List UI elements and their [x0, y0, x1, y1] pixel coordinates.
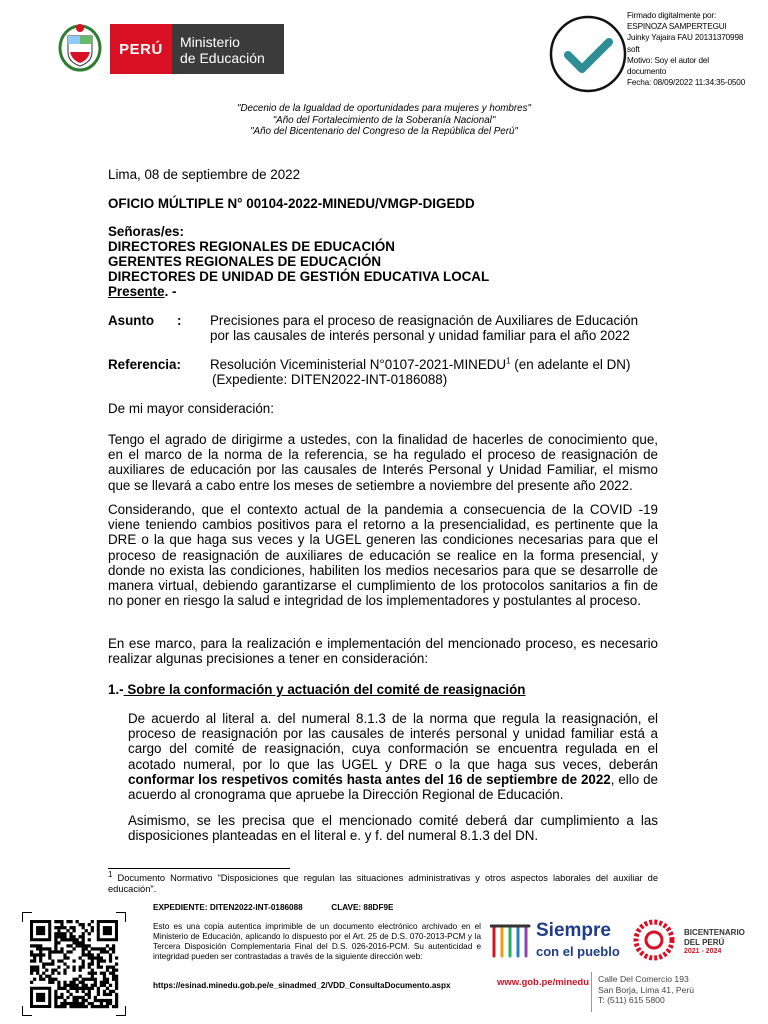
salutation: Señoras/es: — [108, 224, 184, 239]
referencia-label: Referencia: — [108, 357, 181, 372]
ministry-line1: Ministerio — [180, 34, 240, 50]
footer-divider — [591, 972, 592, 1012]
peru-text: PERÚ — [119, 40, 163, 58]
bicentenario-line2: DEL PERÚ — [684, 938, 725, 947]
paragraph-3: En ese marco, para la realización e implementación del mencionado proceso, es necesario realizar algunas precisiones a tener en consideración: — [108, 636, 658, 667]
decenio-line3: "Año del Bicentenario del Congreso de la República del Perú" — [250, 126, 518, 137]
asunto-label: Asunto — [108, 313, 155, 328]
siempre-figures-icon — [490, 920, 534, 960]
peru-coat-of-arms-icon — [58, 22, 102, 72]
peru-logo-label — [110, 24, 172, 74]
ministry-address — [598, 974, 694, 1006]
signature-line7: Fecha: 08/09/2022 11:34:35-0500 — [627, 78, 746, 88]
addressee-3: DIRECTORES DE UNIDAD DE GESTIÓN EDUCATIVA LOCAL — [108, 269, 490, 284]
address-line2: San Borja, Lima 41, Perú — [598, 984, 695, 995]
decenio-header — [0, 103, 768, 138]
footer-clave: CLAVE: 88DF9E — [331, 903, 394, 912]
siempre-line1: Siempre — [536, 920, 611, 941]
digital-signature-check-icon — [548, 14, 628, 94]
digital-signature-block — [627, 10, 767, 88]
asunto-line-2: por las causales de interés personal y unidad familiar para el año 2022 — [210, 328, 630, 343]
asunto-line-1: Precisiones para el proceso de reasignación de Auxiliares de Educación — [210, 313, 639, 328]
footnote-text: Documento Normativo "Disposiciones que regulan las situaciones administrativas y otros aspectos laborales del auxiliar de educación". — [108, 873, 658, 895]
gob-pe-url[interactable]: www.gob.pe/minedu — [497, 977, 590, 988]
decenio-line1: "Decenio de la Igualdad de oportunidades para mujeres y hombres" — [237, 103, 531, 114]
bicentenario-line1: BICENTENARIO — [684, 928, 745, 937]
decenio-line2: "Año del Fortalecimiento de la Soberanía Nacional" — [272, 114, 496, 126]
signature-line4: soft — [627, 44, 640, 54]
footer-expediente: EXPEDIENTE: DITEN2022-INT-0186088 — [153, 903, 303, 912]
addressee-1: DIRECTORES REGIONALES DE EDUCACIÓN — [108, 239, 395, 254]
signature-line5: Motivo: Soy el autor del — [627, 55, 709, 65]
footnote — [108, 869, 658, 895]
qr-code-icon — [22, 912, 126, 1016]
footer-legal-text: Esto es una copia autentica imprimible de un documento electrónico archivado en el Ministerio de Educación, aplicando lo dispuesto por el Art. 25 de D.S. 070-2013-PCM y la Tercera Disposición Complementaria Final del D.S. 026-2016-PCM. Su autenticidad e integridad pueden ser contrastadas a través de la siguiente dirección web: — [153, 922, 481, 962]
presente-suffix: . - — [164, 284, 177, 299]
footer-verification-url[interactable]: https://esinad.minedu.gob.pe/e_sinadmed_2/VDD_ConsultaDocumento.aspx — [153, 981, 451, 990]
signature-line2: ESPINOZA SAMPERTEGUI — [627, 22, 727, 32]
oficio-number: OFICIO MÚLTIPLE N° 00104-2022-MINEDU/VMGP-DIGEDD — [108, 196, 475, 211]
paragraph-4-start: De acuerdo al literal a. del numeral 8.1.3 de la norma que regula la reasignación, el proceso de reasignación por las causales de interés personal y unidad familiar está a cargo del comité de reasignación, cuya conformación se encuentra regulada en el acotado numeral, por lo que las UGEL y DRE o la que haga sus veces, deberán — [128, 711, 658, 772]
paragraph-4 — [128, 711, 658, 802]
paragraph-4-end: , ello de acuerdo al cronograma que apruebe la Dirección Regional de Educación. — [128, 771, 658, 803]
footnote-divider — [108, 868, 290, 869]
section-1-title: Sobre la conformación y actuación del comité de reasignación — [123, 682, 526, 697]
referencia-text: Resolución Viceministerial N°0107-2021-MINEDU — [210, 357, 507, 372]
place-date: Lima, 08 de septiembre de 2022 — [108, 167, 301, 182]
siempre-con-el-pueblo-logo — [490, 918, 620, 966]
paragraph-1: Tengo el agrado de dirigirme a ustedes, con la finalidad de hacerles de conocimiento que, en el marco de la norma de la referencia, se ha regulado el proceso de reasignación de auxiliares de educación por las causales de Interés Personal y Unidad Familiar, el mismo que se llevará a cabo entre los meses de setiembre a noviembre del presente año 2022. — [108, 432, 658, 493]
signature-line3: Juinky Yajaira FAU 20131370998 — [627, 33, 744, 43]
footnote-ref: 1 — [506, 356, 511, 366]
signature-line6: documento — [627, 67, 667, 77]
address-line3: T: (511) 615 5800 — [598, 995, 665, 1006]
paragraph-2: Considerando, que el contexto actual de la pandemia a consecuencia de la COVID -19 viene teniendo cambios positivos para el retorno a la presencialidad, es pertinente que la DRE o la que haga sus veces y la UGEL generen las condiciones necesarias para que el proceso de reasignación de auxiliares de educación se realice en la forma presencial, y donde no exista las condiciones, habiliten los medios necesarios para que se desarrolle de manera virtual, debiendo garantizarse el cumplimiento de los protocolos sanitarios a fin de no poner en riesgo la salud e integridad de los implementadores y postulantes al proceso. — [108, 502, 658, 609]
paragraph-4-bold: conformar los respetivos comités hasta antes del 16 de septiembre de 2022 — [128, 771, 611, 787]
presente — [108, 284, 176, 299]
footer-expediente-clave — [153, 903, 393, 912]
address-line1: Calle Del Comercio 193 — [598, 974, 689, 984]
ministry-logo-label — [172, 24, 284, 74]
bicentenario-logo — [632, 918, 762, 966]
siempre-line2: con el pueblo — [536, 944, 620, 959]
footnote-number: 1 — [108, 869, 113, 879]
referencia-suffix: (en adelante el DN) — [510, 357, 631, 372]
referencia-line-2: (Expediente: DITEN2022-INT-0186088) — [212, 372, 448, 387]
addressee-2: GERENTES REGIONALES DE EDUCACIÓN — [108, 254, 382, 269]
bicentenario-emblem-icon — [632, 918, 676, 962]
section-1-number: 1.- — [108, 682, 124, 697]
asunto-colon: : — [177, 313, 182, 328]
presente-word: Presente — [108, 284, 165, 299]
paragraph-5: Asimismo, se les precisa que el mencionado comité deberá dar cumplimiento a las disposiciones planteadas en el literal e. y f. del numeral 8.1.3 del DN. — [128, 813, 658, 844]
signature-line1: Firmado digitalmente por: — [627, 11, 717, 20]
greeting: De mi mayor consideración: — [108, 401, 274, 416]
referencia-line-1 — [210, 357, 630, 372]
ministry-line2: de Educación — [180, 50, 265, 66]
section-1-heading — [108, 682, 525, 697]
bicentenario-line3: 2021 - 2024 — [684, 948, 722, 955]
